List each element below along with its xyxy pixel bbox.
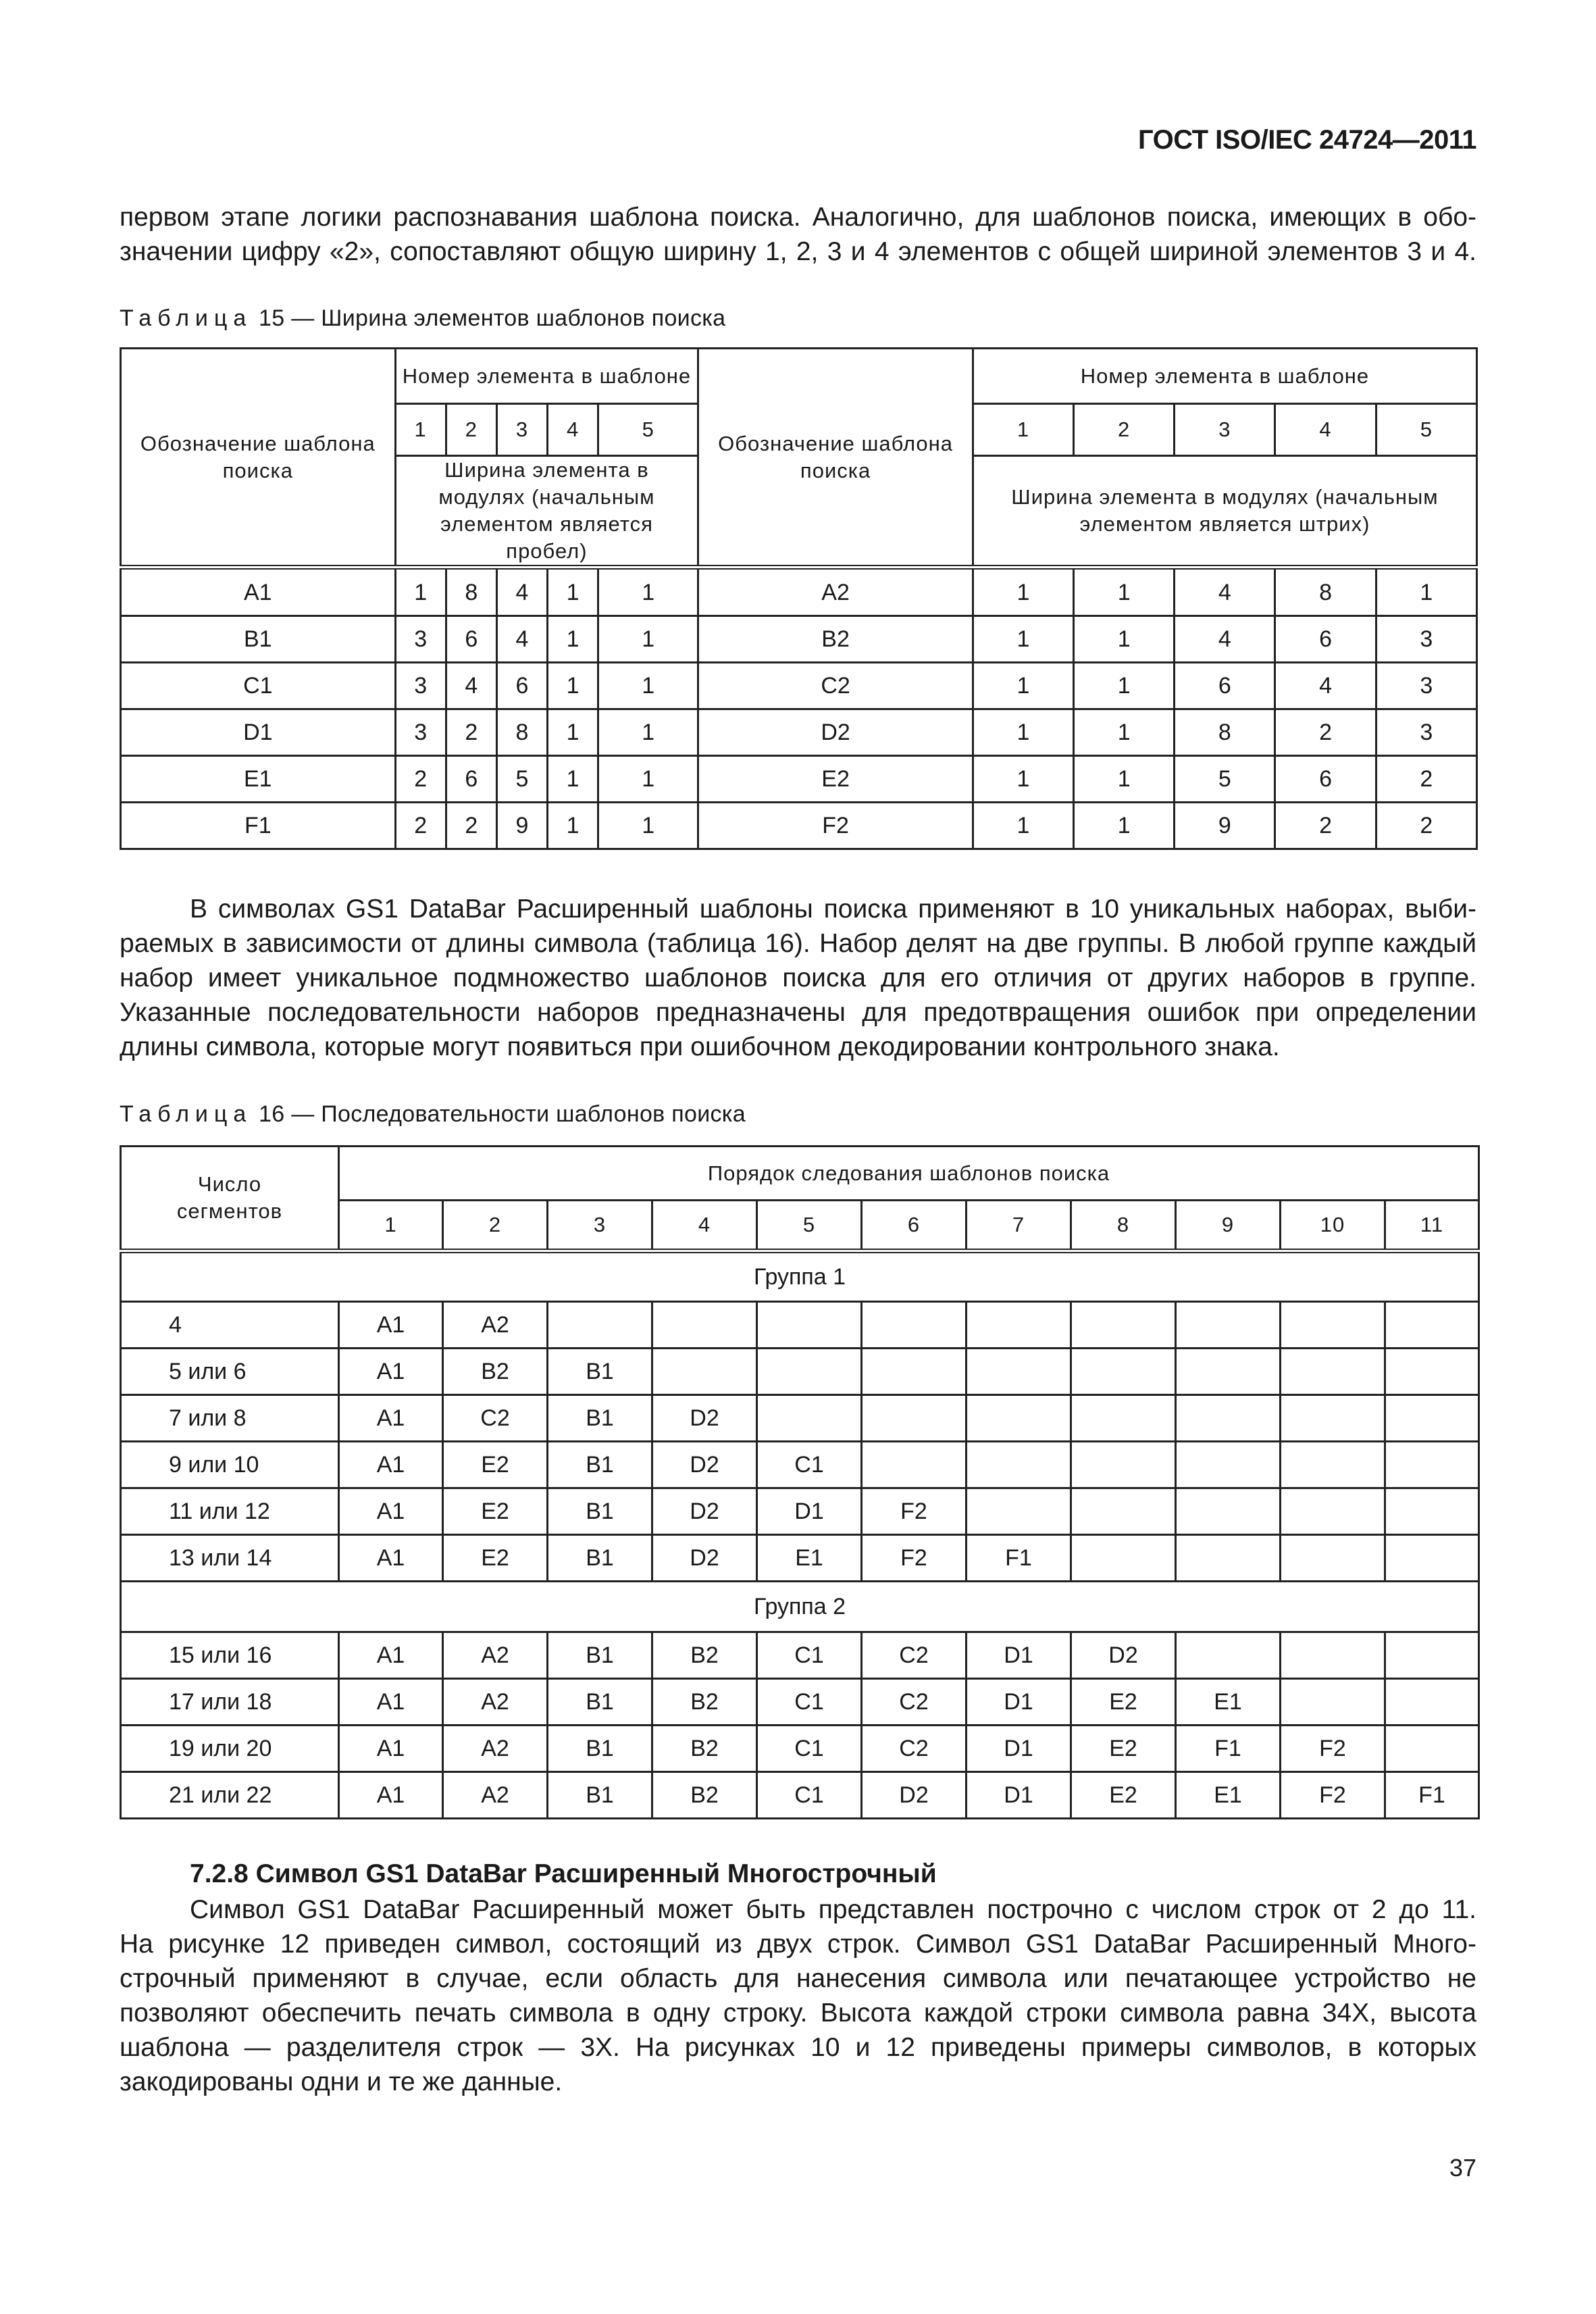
- table15-width-cell: 6: [1275, 756, 1376, 803]
- table16-pattern-cell: [1385, 1488, 1479, 1535]
- table16-group-1-label: Группа 1: [121, 1251, 1479, 1302]
- table15-pattern-cell: F2: [698, 803, 973, 849]
- table16-pattern-cell: C1: [757, 1726, 862, 1772]
- table16-pattern-cell: C2: [862, 1726, 967, 1772]
- table16-pattern-cell: F2: [1281, 1726, 1385, 1772]
- table15-width-cell: 3: [1376, 709, 1476, 756]
- table15-row: [121, 663, 1477, 709]
- table16-group-2-label: Группа 2: [121, 1582, 1479, 1632]
- table16-segments-cell: 4: [121, 1302, 339, 1349]
- table16-pattern-cell: A1: [339, 1679, 443, 1726]
- table16-pattern-cell: E2: [1071, 1726, 1176, 1772]
- table15-pattern-cell: C1: [121, 663, 396, 709]
- table15-width-cell: 1: [395, 568, 446, 616]
- table16-pattern-cell: [1385, 1302, 1479, 1349]
- table16-pattern-cell: [967, 1442, 1071, 1488]
- table15-width-cell: 1: [598, 756, 698, 803]
- table16-pattern-cell: B1: [548, 1772, 652, 1819]
- table15-width-cell: 2: [446, 709, 496, 756]
- table15-width-cell: 9: [496, 803, 547, 849]
- section-line-3: строчный применяют в случае, если область для нанесения символа или печатающее устройство не: [120, 1964, 1476, 1993]
- table15-col-number: 3: [496, 404, 547, 456]
- table16-row: [121, 1488, 1479, 1535]
- table15-width-cell: 1: [548, 756, 598, 803]
- table15-width-cell: 6: [1175, 663, 1275, 709]
- table15-body: [121, 568, 1477, 849]
- table16: [120, 1145, 1480, 1819]
- table16-pattern-cell: [757, 1302, 862, 1349]
- table16-pattern-cell: [1071, 1442, 1176, 1488]
- table15-width-cell: 6: [446, 616, 496, 663]
- table15-width-cell: 9: [1175, 803, 1275, 849]
- table16-row: [121, 1632, 1479, 1679]
- table15-width-cell: 3: [395, 709, 446, 756]
- table15-width-cell: 8: [1175, 709, 1275, 756]
- table16-header-row-1: [121, 1147, 1479, 1201]
- table15-row: [121, 568, 1477, 616]
- table16-pattern-cell: A2: [443, 1772, 548, 1819]
- table16-pattern-cell: E2: [443, 1442, 548, 1488]
- table16-pattern-cell: [1281, 1349, 1385, 1395]
- table16-pattern-cell: E2: [1071, 1772, 1176, 1819]
- table16-pattern-cell: C2: [862, 1632, 967, 1679]
- table15-width-cell: 2: [446, 803, 496, 849]
- page-number: 37: [1449, 2154, 1476, 2182]
- table15-pattern-cell: B2: [698, 616, 973, 663]
- table16-pattern-cell: [1281, 1442, 1385, 1488]
- table16-pattern-cell: C1: [757, 1442, 862, 1488]
- table16-pattern-cell: [1071, 1535, 1176, 1582]
- table16-pattern-cell: F2: [862, 1488, 967, 1535]
- table16-segments-cell: 17 или 18: [121, 1679, 339, 1726]
- table16-pattern-cell: [1385, 1726, 1479, 1772]
- table16-caption: [120, 1101, 746, 1128]
- table15-pattern-cell: E2: [698, 756, 973, 803]
- table16-pattern-cell: C1: [757, 1772, 862, 1819]
- table16-pattern-cell: B2: [652, 1726, 757, 1772]
- table15-row: [121, 756, 1477, 803]
- table16-pattern-cell: [652, 1349, 757, 1395]
- table15-width-cell: 4: [446, 663, 496, 709]
- table15-width-cell: 1: [1074, 616, 1175, 663]
- table15-col-number: 4: [548, 404, 598, 456]
- table16-pattern-cell: C1: [757, 1679, 862, 1726]
- table16-pattern-cell: E1: [757, 1535, 862, 1582]
- table16-pattern-cell: D2: [652, 1395, 757, 1442]
- standard-header: ГОСТ ISO/IEC 24724—2011: [1137, 125, 1476, 155]
- table15-pattern-cell: A1: [121, 568, 396, 616]
- table16-position-number: 9: [1176, 1201, 1281, 1251]
- table15-caption: [120, 305, 725, 332]
- table15-width-cell: 2: [1376, 756, 1476, 803]
- table16-pattern-cell: D2: [652, 1535, 757, 1582]
- table16-pattern-cell: D2: [652, 1442, 757, 1488]
- table16-segments-cell: 15 или 16: [121, 1632, 339, 1679]
- table16-pattern-cell: A2: [443, 1632, 548, 1679]
- table16-pattern-cell: B1: [548, 1488, 652, 1535]
- middle-paragraph: [120, 892, 1476, 1064]
- table15-col-number: 5: [1376, 404, 1476, 456]
- table16-pattern-cell: F1: [967, 1535, 1071, 1582]
- table16-row: [121, 1302, 1479, 1349]
- table15-width-cell: 2: [1275, 803, 1376, 849]
- table16-position-number: 10: [1281, 1201, 1385, 1251]
- table16-pattern-cell: D1: [967, 1726, 1071, 1772]
- table15-designation-header-right: Обозначение шаблона поиска: [698, 349, 973, 568]
- table15-col-number: 2: [1074, 404, 1175, 456]
- table16-pattern-cell: [1281, 1535, 1385, 1582]
- table16-position-number: 7: [967, 1201, 1071, 1251]
- table16-position-number: 6: [862, 1201, 967, 1251]
- table15-width-cell: 1: [548, 663, 598, 709]
- table15-width-cell: 1: [973, 616, 1073, 663]
- table16-pattern-cell: D1: [967, 1632, 1071, 1679]
- table15-col-number: 3: [1175, 404, 1275, 456]
- table15-width-cell: 3: [1376, 663, 1476, 709]
- table15-pattern-cell: D2: [698, 709, 973, 756]
- table16-pattern-cell: B1: [548, 1535, 652, 1582]
- table15-width-cell: 5: [1175, 756, 1275, 803]
- table16-body: [121, 1251, 1479, 1819]
- table15-caption-title: 15 — Ширина элементов шаблонов поиска: [252, 305, 726, 331]
- table15-width-cell: 4: [1175, 616, 1275, 663]
- table16-group-1: [121, 1251, 1479, 1302]
- table15-width-cell: 1: [598, 663, 698, 709]
- table16-pattern-cell: [1071, 1349, 1176, 1395]
- table16-segments-header: Число сегментов: [121, 1147, 339, 1251]
- table15-width-cell: 8: [496, 709, 547, 756]
- table15-width-cell: 3: [395, 616, 446, 663]
- table15-width-cell: 1: [598, 568, 698, 616]
- table16-pattern-cell: B2: [652, 1632, 757, 1679]
- table16-position-number: 5: [757, 1201, 862, 1251]
- table15-width-cell: 6: [446, 756, 496, 803]
- table15-width-cell: 4: [1175, 568, 1275, 616]
- section-line-1: Символ GS1 DataBar Расширенный может быть представлен построчно с числом строк от 2 до 11.: [190, 1895, 1476, 1924]
- table15-width-cell: 1: [1074, 568, 1175, 616]
- table15-width-cell: 1: [598, 803, 698, 849]
- table16-row: [121, 1726, 1479, 1772]
- table16-pattern-cell: [1176, 1488, 1281, 1535]
- table16-pattern-cell: [652, 1302, 757, 1349]
- table16-row: [121, 1395, 1479, 1442]
- table16-pattern-cell: [1385, 1679, 1479, 1726]
- table15-width-space-header: Ширина элемента в модулях (начальным элементом является пробел): [395, 456, 698, 568]
- table15-width-bar-header: Ширина элемента в модулях (начальным элементом является штрих): [973, 456, 1476, 568]
- middle-line-1: В символах GS1 DataBar Расширенный шаблоны поиска применяют в 10 уникальных наборах, выби-: [190, 895, 1476, 924]
- table16-pattern-cell: E2: [443, 1488, 548, 1535]
- table15-width-cell: 5: [496, 756, 547, 803]
- table16-pattern-cell: [967, 1488, 1071, 1535]
- table16-pattern-cell: D2: [862, 1772, 967, 1819]
- table15-width-cell: 1: [598, 616, 698, 663]
- table16-pattern-cell: [967, 1395, 1071, 1442]
- table16-pattern-cell: A1: [339, 1772, 443, 1819]
- table16-pattern-cell: [757, 1349, 862, 1395]
- table15-col-number: 5: [598, 404, 698, 456]
- table16-pattern-cell: [862, 1302, 967, 1349]
- table15-width-cell: 1: [973, 663, 1073, 709]
- table15-row: [121, 616, 1477, 663]
- table15-width-cell: 1: [548, 803, 598, 849]
- table16-pattern-cell: [1281, 1302, 1385, 1349]
- table15-width-cell: 1: [1074, 663, 1175, 709]
- table16-segments-cell: 19 или 20: [121, 1726, 339, 1772]
- table15-pattern-cell: D1: [121, 709, 396, 756]
- table16-pattern-cell: [1071, 1395, 1176, 1442]
- table16-pattern-cell: [1281, 1679, 1385, 1726]
- table16-pattern-cell: [862, 1349, 967, 1395]
- table15-caption-prefix: Таблица: [120, 305, 253, 331]
- intro-line-2: значении цифру «2», сопоставляют общую ширину 1, 2, 3 и 4 элементов с общей шириной элементов 3 и 4.: [120, 237, 1476, 266]
- table16-group-2: [121, 1582, 1479, 1632]
- table16-pattern-cell: B1: [548, 1632, 652, 1679]
- table16-caption-prefix: Таблица: [120, 1101, 253, 1127]
- middle-line-2: раемых в зависимости от длины символа (таблица 16). Набор делят на две группы. В любой группе каждый: [120, 929, 1476, 958]
- table16-pattern-cell: C2: [443, 1395, 548, 1442]
- table16-pattern-cell: [1385, 1535, 1479, 1582]
- table16-pattern-cell: [1385, 1349, 1479, 1395]
- table15-width-cell: 1: [973, 803, 1073, 849]
- table15-width-cell: 1: [1074, 709, 1175, 756]
- table15-col-number: 4: [1275, 404, 1376, 456]
- table16-pattern-cell: [1281, 1395, 1385, 1442]
- table16-segments-cell: 5 или 6: [121, 1349, 339, 1395]
- table15-width-cell: 4: [1275, 663, 1376, 709]
- table16-pattern-cell: D2: [652, 1488, 757, 1535]
- table16-pattern-cell: A2: [443, 1726, 548, 1772]
- table16-pattern-cell: A2: [443, 1302, 548, 1349]
- table15-width-cell: 2: [395, 803, 446, 849]
- table15-width-cell: 1: [973, 709, 1073, 756]
- table15-element-number-header-right: Номер элемента в шаблоне: [973, 349, 1476, 404]
- section-line-5: шаблона — разделителя строк — 3X. На рисунках 10 и 12 приведены примеры символов, в которых: [120, 2033, 1476, 2062]
- table15-element-number-header-left: Номер элемента в шаблоне: [395, 349, 698, 404]
- table15-width-cell: 3: [1376, 616, 1476, 663]
- table16-pattern-cell: E2: [443, 1535, 548, 1582]
- table16-pattern-cell: B1: [548, 1349, 652, 1395]
- table16-pattern-cell: [1071, 1302, 1176, 1349]
- table15-row: [121, 709, 1477, 756]
- table15-width-cell: 1: [973, 756, 1073, 803]
- table15-width-cell: 1: [548, 616, 598, 663]
- table16-position-number: 4: [652, 1201, 757, 1251]
- table16-pattern-cell: A1: [339, 1395, 443, 1442]
- table16-row: [121, 1349, 1479, 1395]
- table16-segments-cell: 13 или 14: [121, 1535, 339, 1582]
- table15-pattern-cell: B1: [121, 616, 396, 663]
- table15-width-cell: 1: [548, 709, 598, 756]
- table16-pattern-cell: B1: [548, 1726, 652, 1772]
- table15-pattern-cell: C2: [698, 663, 973, 709]
- table15-width-cell: 2: [1275, 709, 1376, 756]
- table16-pattern-cell: F1: [1176, 1726, 1281, 1772]
- table16-pattern-cell: D1: [967, 1679, 1071, 1726]
- table15-col-number: 1: [395, 404, 446, 456]
- table16-pattern-cell: C1: [757, 1632, 862, 1679]
- table16-pattern-cell: [1176, 1442, 1281, 1488]
- table16-pattern-cell: [1281, 1488, 1385, 1535]
- table15: [120, 347, 1478, 850]
- table16-pattern-cell: A1: [339, 1632, 443, 1679]
- table16-pattern-cell: [862, 1442, 967, 1488]
- table16-pattern-cell: D1: [967, 1772, 1071, 1819]
- table15-width-cell: 8: [1275, 568, 1376, 616]
- table15-row: [121, 803, 1477, 849]
- table16-pattern-cell: B1: [548, 1395, 652, 1442]
- table15-width-cell: 4: [496, 568, 547, 616]
- table16-pattern-cell: F2: [1281, 1772, 1385, 1819]
- table16-pattern-cell: F2: [862, 1535, 967, 1582]
- table15-width-cell: 1: [598, 709, 698, 756]
- table16-pattern-cell: E2: [1071, 1679, 1176, 1726]
- table16-row: [121, 1772, 1479, 1819]
- table15-pattern-cell: F1: [121, 803, 396, 849]
- table16-pattern-cell: [1176, 1349, 1281, 1395]
- table16-row: [121, 1679, 1479, 1726]
- table16-pattern-cell: F1: [1385, 1772, 1479, 1819]
- table16-pattern-cell: A1: [339, 1349, 443, 1395]
- table15-width-cell: 1: [973, 568, 1073, 616]
- table16-pattern-cell: [757, 1395, 862, 1442]
- table15-width-cell: 6: [1275, 616, 1376, 663]
- table15-width-cell: 3: [395, 663, 446, 709]
- table15-width-cell: 1: [548, 568, 598, 616]
- table15-pattern-cell: E1: [121, 756, 396, 803]
- table16-pattern-cell: B2: [443, 1349, 548, 1395]
- table15-width-cell: 6: [496, 663, 547, 709]
- table16-position-number: 2: [443, 1201, 548, 1251]
- section-heading: 7.2.8 Символ GS1 DataBar Расширенный Многострочный: [190, 1859, 937, 1888]
- table16-pattern-cell: B2: [652, 1772, 757, 1819]
- table16-pattern-cell: [967, 1302, 1071, 1349]
- table16-row: [121, 1442, 1479, 1488]
- table16-pattern-cell: B2: [652, 1679, 757, 1726]
- table16-pattern-cell: A1: [339, 1726, 443, 1772]
- table15-width-cell: 2: [395, 756, 446, 803]
- table15-width-cell: 4: [496, 616, 547, 663]
- table16-segments-cell: 11 или 12: [121, 1488, 339, 1535]
- table16-pattern-cell: [1385, 1395, 1479, 1442]
- table15-header-row-1: [121, 349, 1477, 404]
- table15-col-number: 1: [973, 404, 1073, 456]
- section-line-2: На рисунке 12 приведен символ, состоящий из двух строк. Символ GS1 DataBar Расширенный Много-: [120, 1930, 1476, 1959]
- table16-order-header: Порядок следования шаблонов поиска: [339, 1147, 1479, 1201]
- table16-segments-cell: 7 или 8: [121, 1395, 339, 1442]
- table15-width-cell: 1: [1074, 803, 1175, 849]
- table16-pattern-cell: D2: [1071, 1632, 1176, 1679]
- table16-pattern-cell: A1: [339, 1535, 443, 1582]
- table16-pattern-cell: A1: [339, 1442, 443, 1488]
- table16-pattern-cell: [1071, 1488, 1176, 1535]
- table15-pattern-cell: A2: [698, 568, 973, 616]
- table16-pattern-cell: E1: [1176, 1679, 1281, 1726]
- table16-pattern-cell: [862, 1395, 967, 1442]
- table15-designation-header-left: Обозначение шаблона поиска: [121, 349, 396, 568]
- table16-pattern-cell: [1281, 1632, 1385, 1679]
- table16-pattern-cell: [1385, 1442, 1479, 1488]
- table16-row: [121, 1535, 1479, 1582]
- table16-position-number: 3: [548, 1201, 652, 1251]
- table16-pattern-cell: [1385, 1632, 1479, 1679]
- table16-pattern-cell: [1176, 1535, 1281, 1582]
- table15-col-number: 2: [446, 404, 496, 456]
- table16-pattern-cell: [1176, 1632, 1281, 1679]
- section-line-4: позволяют обеспечить печать символа в одну строку. Высота каждой строки символа равна 34X, высота: [120, 1998, 1476, 2028]
- table16-position-number: 1: [339, 1201, 443, 1251]
- table16-pattern-cell: A2: [443, 1679, 548, 1726]
- middle-line-3: набор имеет уникальное подмножество шаблонов поиска для его отличия от других наборов в группе.: [120, 963, 1476, 992]
- section-paragraph: [120, 1892, 1476, 2099]
- table16-pattern-cell: [967, 1349, 1071, 1395]
- section-line-6: закодированы одни и те же данные.: [120, 2067, 563, 2096]
- middle-line-5: длины символа, которые могут появиться при ошибочном декодировании контрольного знака.: [120, 1032, 1280, 1061]
- table16-position-number: 11: [1385, 1201, 1479, 1251]
- table16-segments-cell: 9 или 10: [121, 1442, 339, 1488]
- table15-width-cell: 1: [1074, 756, 1175, 803]
- table16-pattern-cell: B1: [548, 1442, 652, 1488]
- table16-pattern-cell: C2: [862, 1679, 967, 1726]
- intro-line-1: первом этапе логики распознавания шаблона поиска. Аналогично, для шаблонов поиска, имеющих в обо-: [120, 203, 1476, 232]
- table16-segments-cell: 21 или 22: [121, 1772, 339, 1819]
- table16-pattern-cell: A1: [339, 1488, 443, 1535]
- table16-caption-title: 16 — Последовательности шаблонов поиска: [252, 1101, 746, 1127]
- table15-width-cell: 2: [1376, 803, 1476, 849]
- intro-paragraph: [120, 200, 1476, 269]
- table16-pattern-cell: A1: [339, 1302, 443, 1349]
- table16-position-number: 8: [1071, 1201, 1176, 1251]
- table16-pattern-cell: B1: [548, 1679, 652, 1726]
- table16-pattern-cell: D1: [757, 1488, 862, 1535]
- table16-pattern-cell: [1176, 1395, 1281, 1442]
- table16-pattern-cell: [1176, 1302, 1281, 1349]
- table15-width-cell: 1: [1376, 568, 1476, 616]
- table16-pattern-cell: E1: [1176, 1772, 1281, 1819]
- middle-line-4: Указанные последовательности наборов предназначены для предотвращения ошибок при определении: [120, 998, 1476, 1027]
- table15-width-cell: 8: [446, 568, 496, 616]
- table16-pattern-cell: [548, 1302, 652, 1349]
